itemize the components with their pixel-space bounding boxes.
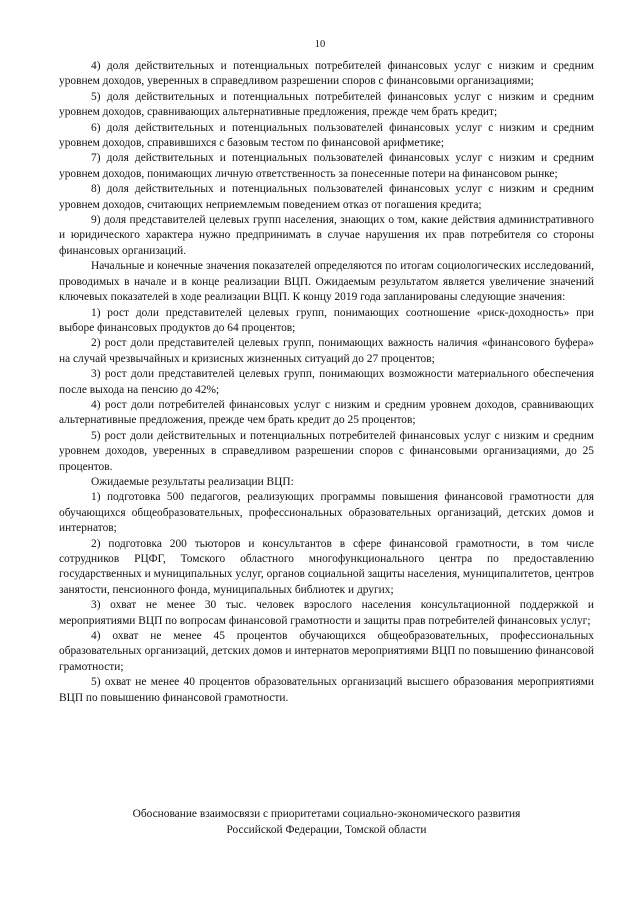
paragraph-result-1: 1) подготовка 500 педагогов, реализующих программы повышения финансовой грамотности для обучающихся общеобразовательных, профессиональных образовательных организаций, детских домов и интернатов; — [59, 491, 594, 535]
paragraph-target-3: 3) рост доли представителей целевых групп, понимающих возможности материального обеспечения после выхода на пенсию до 42%; — [59, 368, 594, 396]
paragraph-indicator-9: 9) доля представителей целевых групп населения, знающих о том, какие действия административного и юридического характера нужно предпринимать в случае нарушения их прав потребителя со стороны финансовых организаций. — [59, 214, 594, 257]
paragraph-target-4: 4) рост доли потребителей финансовых услуг с низким и средним уровнем доходов, сравнивающих альтернативные предложения, прежде чем брать кредит до 25 процентов; — [59, 398, 594, 427]
page-number: 10 — [314, 39, 326, 50]
section-heading-line-1: Обоснование взаимосвязи с приоритетами социально-экономического развития — [132, 808, 521, 820]
paragraph-initial-final-values: Начальные и конечные значения показателей определяются по итогам социологических исследований, проводимых в начале и в конце реализации ВЦП. Ожидаемым результатом является увеличение значений ключевых показателей в ходе реализации ВЦП. К концу 2019 года запланированы следующие значения: — [59, 260, 594, 304]
paragraph-target-2: 2) рост доли представителей целевых групп, понимающих важность наличия «финансового буфера» на случай чрезвычайных и кризисных жизненных ситуаций до 27 процентов; — [59, 337, 594, 365]
paragraph-result-2: 2) подготовка 200 тьюторов и консультантов в сфере финансовой грамотности, в том числе сотрудников РЦФГ, Томского областного многофункционального центра по предоставлению государственных и муниципальных услуг, органов социальной защиты населения, муниципалитетов, центров занятости, пенсионного фонда, муниципальных библиотек и других; — [59, 537, 594, 596]
section-heading — [59, 807, 594, 838]
paragraph-result-4: 4) охват не менее 45 процентов обучающихся общеобразовательных, профессиональных образовательных организаций, детских домов и интернатов мероприятиями ВЦП по повышению финансовой грамотности; — [59, 630, 594, 673]
paragraph-result-5: 5) охват не менее 40 процентов образовательных организаций высшего образования мероприятиями ВЦП по повышению финансовой грамотности. — [59, 676, 594, 704]
body-text — [59, 59, 594, 706]
section-heading-line-2: Российской Федерации, Томской области — [226, 823, 427, 836]
paragraph-indicator-8: 8) доля действительных и потенциальных пользователей финансовых услуг с низким и средним уровнем доходов, считающих неприемлемым поведением отказ от погашения кредита; — [59, 183, 594, 211]
paragraph-expected-results-intro: Ожидаемые результаты реализации ВЦП: — [91, 475, 294, 488]
paragraph-indicator-4: 4) доля действительных и потенциальных потребителей финансовых услуг с низким и средним уровнем доходов, уверенных в справедливом разрешении споров с финансовыми организациями; — [59, 60, 594, 88]
paragraph-indicator-7: 7) доля действительных и потенциальных пользователей финансовых услуг с низким и средним уровнем доходов, понимающих личную ответственность за понесенные потери на финансовом рынке; — [59, 152, 594, 180]
paragraph-indicator-6: 6) доля действительных и потенциальных пользователей финансовых услуг с низким и средним уровнем доходов, справившихся с базовым тестом по финансовой арифметике; — [59, 121, 594, 150]
paragraph-indicator-5: 5) доля действительных и потенциальных потребителей финансовых услуг с низким и средним уровнем доходов, сравнивающих альтернативные предложения, прежде чем брать кредит; — [59, 90, 594, 119]
paragraph-result-3: 3) охват не менее 30 тыс. человек взрослого населения консультационной поддержкой и мероприятиями ВЦП по вопросам финансовой грамотности и защиты прав потребителей финансовых услуг; — [59, 599, 594, 627]
paragraph-target-1: 1) рост доли представителей целевых групп, понимающих соотношение «риск-доходность» при выборе финансовых продуктов до 64 процентов; — [59, 306, 594, 334]
paragraph-target-5: 5) рост доли действительных и потенциальных потребителей финансовых услуг с низким и средним уровнем доходов, уверенных в справедливом разрешении споров с финансовыми организациями, до 25 процентов. — [59, 429, 594, 473]
